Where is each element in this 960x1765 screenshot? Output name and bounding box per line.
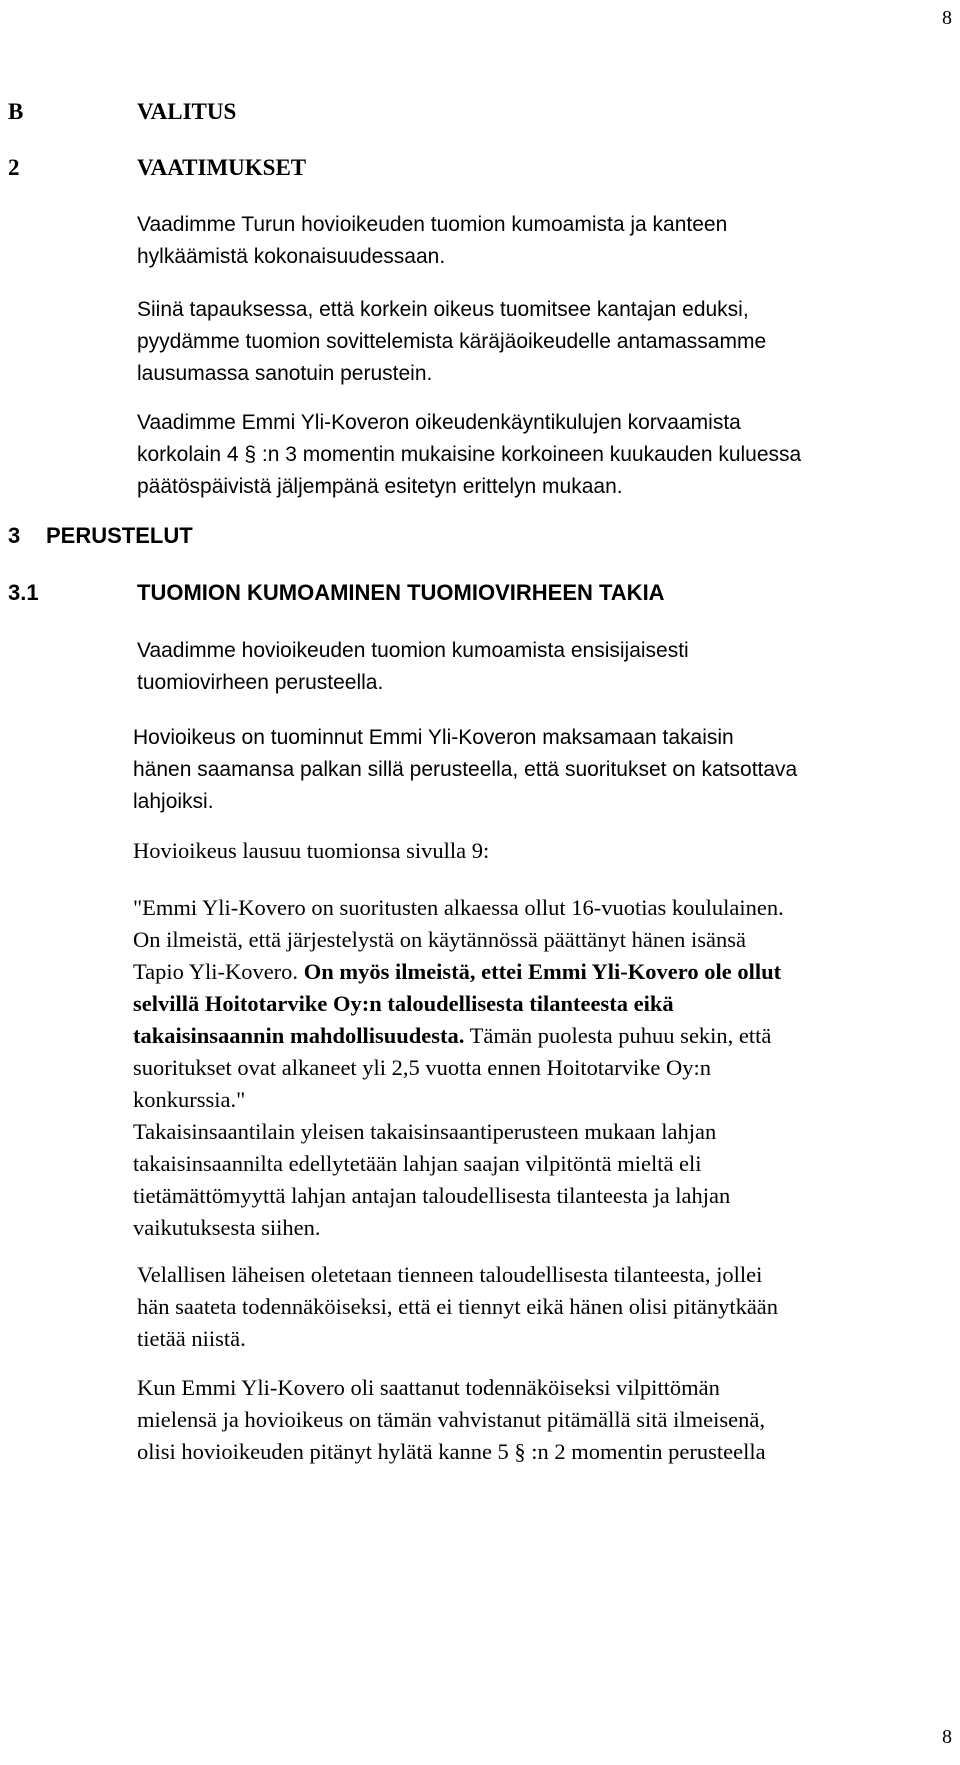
section-3-1-title: TUOMION KUMOAMINEN TUOMIOVIRHEEN TAKIA <box>137 580 665 605</box>
quote-text: Tapio Yli-Kovero. <box>133 959 304 984</box>
text-line: korkolain 4 § :n 3 momentin mukaisine korkoineen kuukauden kuluessa <box>137 443 802 466</box>
text-line: tuomiovirheen perusteella. <box>137 671 384 694</box>
requirement-paragraph-3 <box>137 407 801 503</box>
text-line: Velallisen läheisen oletetaan tienneen taloudellisesta tilanteesta, jollei <box>137 1262 763 1287</box>
text-line: lausumassa sanotuin perustein. <box>137 362 433 385</box>
section-b-number: B <box>8 99 24 124</box>
quote-line <box>133 956 784 988</box>
text-line: pyydämme tuomion sovittelemista käräjäoikeudelle antamassamme <box>137 330 767 353</box>
text-line: Vaadimme hovioikeuden tuomion kumoamista ensisijaisesti <box>137 639 689 662</box>
text-line: vaikutuksesta siihen. <box>133 1215 321 1240</box>
requirement-paragraph-1 <box>137 209 727 273</box>
paragraph-c: Hovioikeus lausuu tuomionsa sivulla 9: <box>133 838 490 863</box>
section-3-title: PERUSTELUT <box>46 523 193 548</box>
text-line: Hovioikeus on tuominnut Emmi Yli-Koveron maksamaan takaisin <box>133 726 734 749</box>
quote-line: konkurssia." <box>133 1087 246 1112</box>
section-3-1-number: 3.1 <box>8 580 39 605</box>
quote-text: Tämän puolesta puhuu sekin, että <box>464 1023 772 1048</box>
text-line: mielensä ja hovioikeus on tämän vahvistanut pitämällä sitä ilmeisenä, <box>137 1407 765 1432</box>
quote-line: On ilmeistä, että järjestelystä on käytännössä päättänyt hänen isänsä <box>133 927 746 952</box>
quote-line <box>133 1020 784 1052</box>
quote-line: suoritukset ovat alkaneet yli 2,5 vuotta ennen Hoitotarvike Oy:n <box>133 1055 711 1080</box>
text-line: Takaisinsaantilain yleisen takaisinsaantiperusteen mukaan lahjan <box>133 1119 717 1144</box>
text-line: takaisinsaannilta edellytetään lahjan saajan vilpitöntä mieltä eli <box>133 1151 702 1176</box>
text-line: Kun Emmi Yli-Kovero oli saattanut todennäköiseksi vilpittömän <box>137 1375 720 1400</box>
text-line: lahjoiksi. <box>133 790 214 813</box>
requirement-paragraph-2 <box>137 294 766 390</box>
text-line: olisi hovioikeuden pitänyt hylätä kanne 5 § :n 2 momentin perusteella <box>137 1439 766 1464</box>
court-quote <box>133 892 784 1116</box>
quote-emphasis: takaisinsaannin mahdollisuudesta. <box>133 1023 465 1048</box>
paragraph-b <box>133 722 797 818</box>
text-line: hän saateta todennäköiseksi, että ei tiennyt eikä hänen olisi pitänytkään <box>137 1294 779 1319</box>
paragraph-f <box>137 1372 766 1468</box>
paragraph-a <box>137 635 689 699</box>
paragraph-e <box>137 1259 778 1355</box>
text-line: päätöspäivistä jäljempänä esitetyn erittelyn mukaan. <box>137 475 623 498</box>
text-line: Vaadimme Turun hovioikeuden tuomion kumoamista ja kanteen <box>137 213 728 236</box>
paragraph-d <box>133 1116 730 1244</box>
quote-line: "Emmi Yli-Kovero on suoritusten alkaessa ollut 16-vuotias koululainen. <box>133 895 784 920</box>
quote-line: selvillä Hoitotarvike Oy:n taloudellisesta tilanteesta eikä <box>133 991 674 1016</box>
page-number-top: 8 <box>942 7 952 29</box>
text-line: tietämättömyyttä lahjan antajan taloudellisesta tilanteesta ja lahjan <box>133 1183 731 1208</box>
text-line: hänen saamansa palkan sillä perusteella, että suoritukset on katsottava <box>133 758 798 781</box>
section-2-number: 2 <box>8 155 20 180</box>
section-2-title: VAATIMUKSET <box>137 155 307 180</box>
text-line: tietää niistä. <box>137 1326 246 1351</box>
section-3-number: 3 <box>8 523 21 548</box>
section-b-title: VALITUS <box>137 99 237 124</box>
quote-emphasis: On myös ilmeistä, ettei Emmi Yli-Kovero ole ollut <box>303 959 782 984</box>
page-number-bottom: 8 <box>942 1726 952 1748</box>
text-line: Siinä tapauksessa, että korkein oikeus tuomitsee kantajan eduksi, <box>137 298 749 321</box>
text-line: Vaadimme Emmi Yli-Koveron oikeudenkäyntikulujen korvaamista <box>137 411 741 434</box>
text-line: hylkäämistä kokonaisuudessaan. <box>137 245 446 268</box>
